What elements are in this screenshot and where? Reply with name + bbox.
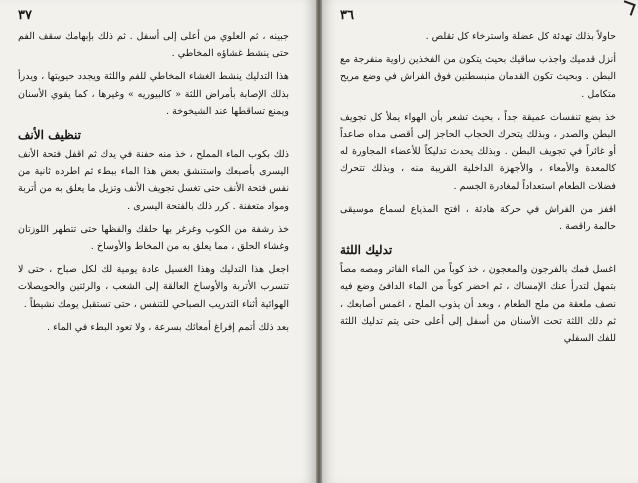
left-paragraph-4: خذ رشفة من الكوب وغرغر بها حلقك والفظها حتى تتطهر اللوزتان وغشاء الحلق ، مما يعلق به من المخاط والأوساخ . bbox=[18, 223, 289, 253]
right-section-heading: تدليك اللثة bbox=[340, 243, 393, 258]
left-page-number: ٣٧ bbox=[18, 8, 32, 23]
right-page bbox=[322, 0, 638, 483]
page-corner-mark bbox=[620, 0, 635, 15]
left-page bbox=[0, 0, 316, 483]
left-paragraph-2: هذا التدليك ينشط الغشاء المخاطي للفم واللثة ويجدد حيويتها ، ويدرأ بذلك الإصابة بأمراض اللثة « كالبيوريه » وغيرها ، كما يقوي الأسنان ويمنع تساقطها عند الشيخوخة . bbox=[18, 71, 289, 117]
right-paragraph-2: أنزل قدميك واجذب ساقيك بحيث يتكون من الفخذين زاوية منفرجة مع البطن . وبحيث تكون القدمان منبسطتين فوق الفراش في وضع مريح متكامل . bbox=[340, 54, 616, 100]
right-paragraph-3: خذ بضع تنفسات عميقة جداً ، بحيث تشعر بأن الهواء يملأ كل تجويف البطن والصدر ، وبذلك يتحرك الحجاب الحاجز إلى أقصى مداه صاعداً أو غائراً في تجويف البطن . وبذلك يحدث تدليكاً للأعضاء المجاورة له كالمعدة والأمعاء ، والأجهزة الداخلية القريبة منه ، وبذلك تتحرك فضلات الطعام استعداداً لمغادرة الجسم . bbox=[340, 111, 616, 192]
right-paragraph-4: اقفز من الفراش في حركة هادئة ، افتح المذياع لسماع موسيقى حالمة راقصة . bbox=[340, 203, 616, 233]
left-paragraph-1: جبينه ، ثم العلوي من أعلى إلى أسفل . ثم ذلك بإبهامك سقف الفم حتى ينشط غشاؤه المخاطي . bbox=[18, 31, 289, 60]
left-paragraph-6: بعد ذلك أتمم إفراغ أمعائك بسرعة ، ولا تعود البطء في الماء . bbox=[47, 321, 289, 333]
right-paragraph-5: اغسل فمك بالفرجون والمعجون ، خذ كوباً من الماء الفاتر ومصه مصاً بتمهل لتدرأ عنك الإمساك ، ثم احضر كوباً من الماء الدافئ وضع فيه نصف ملعقة من ملح الطعام ، وبعد أن يذوب الملح ، اغمس أصابعك ، ثم دلك اللثة تحت الأسنان من أسفل إلى أعلى حتى يتم تدليك اللثة للفك السفلي bbox=[340, 264, 616, 345]
right-paragraph-1: حاولاً بذلك تهدئة كل عضلة واسترخاء كل تقلص . bbox=[425, 31, 616, 42]
left-paragraph-3: ذلك بكوب الماء المملح ، خذ منه حفنة في يدك ثم اقفل فتحة الأنف اليسرى بأصبعك واستنشق بعض هذا الماء ببطء ثم اطرده ثانية من نفس فتحة الأنف حتى تغسل تجويف الأنف وتزيل ما يعلق به من أتربة ومواد متعفنة . كرر ذلك بالفتحة اليسرى . bbox=[18, 149, 289, 212]
right-page-number: ٣٦ bbox=[340, 8, 354, 23]
left-section-heading: تنظيف الأنف bbox=[18, 128, 81, 143]
left-paragraph-5: اجعل هذا التدليك وهذا الغسيل عادة يومية لك لكل صباح ، حتى لا تتسرب الأتربة والأوساخ العالقة إلى الشعب ، والرئتين والحويصلات الهوائية أثناء التدريب الصباحي للتنفس ، حتى تستقبل يومك نشيطاً . bbox=[18, 264, 289, 310]
